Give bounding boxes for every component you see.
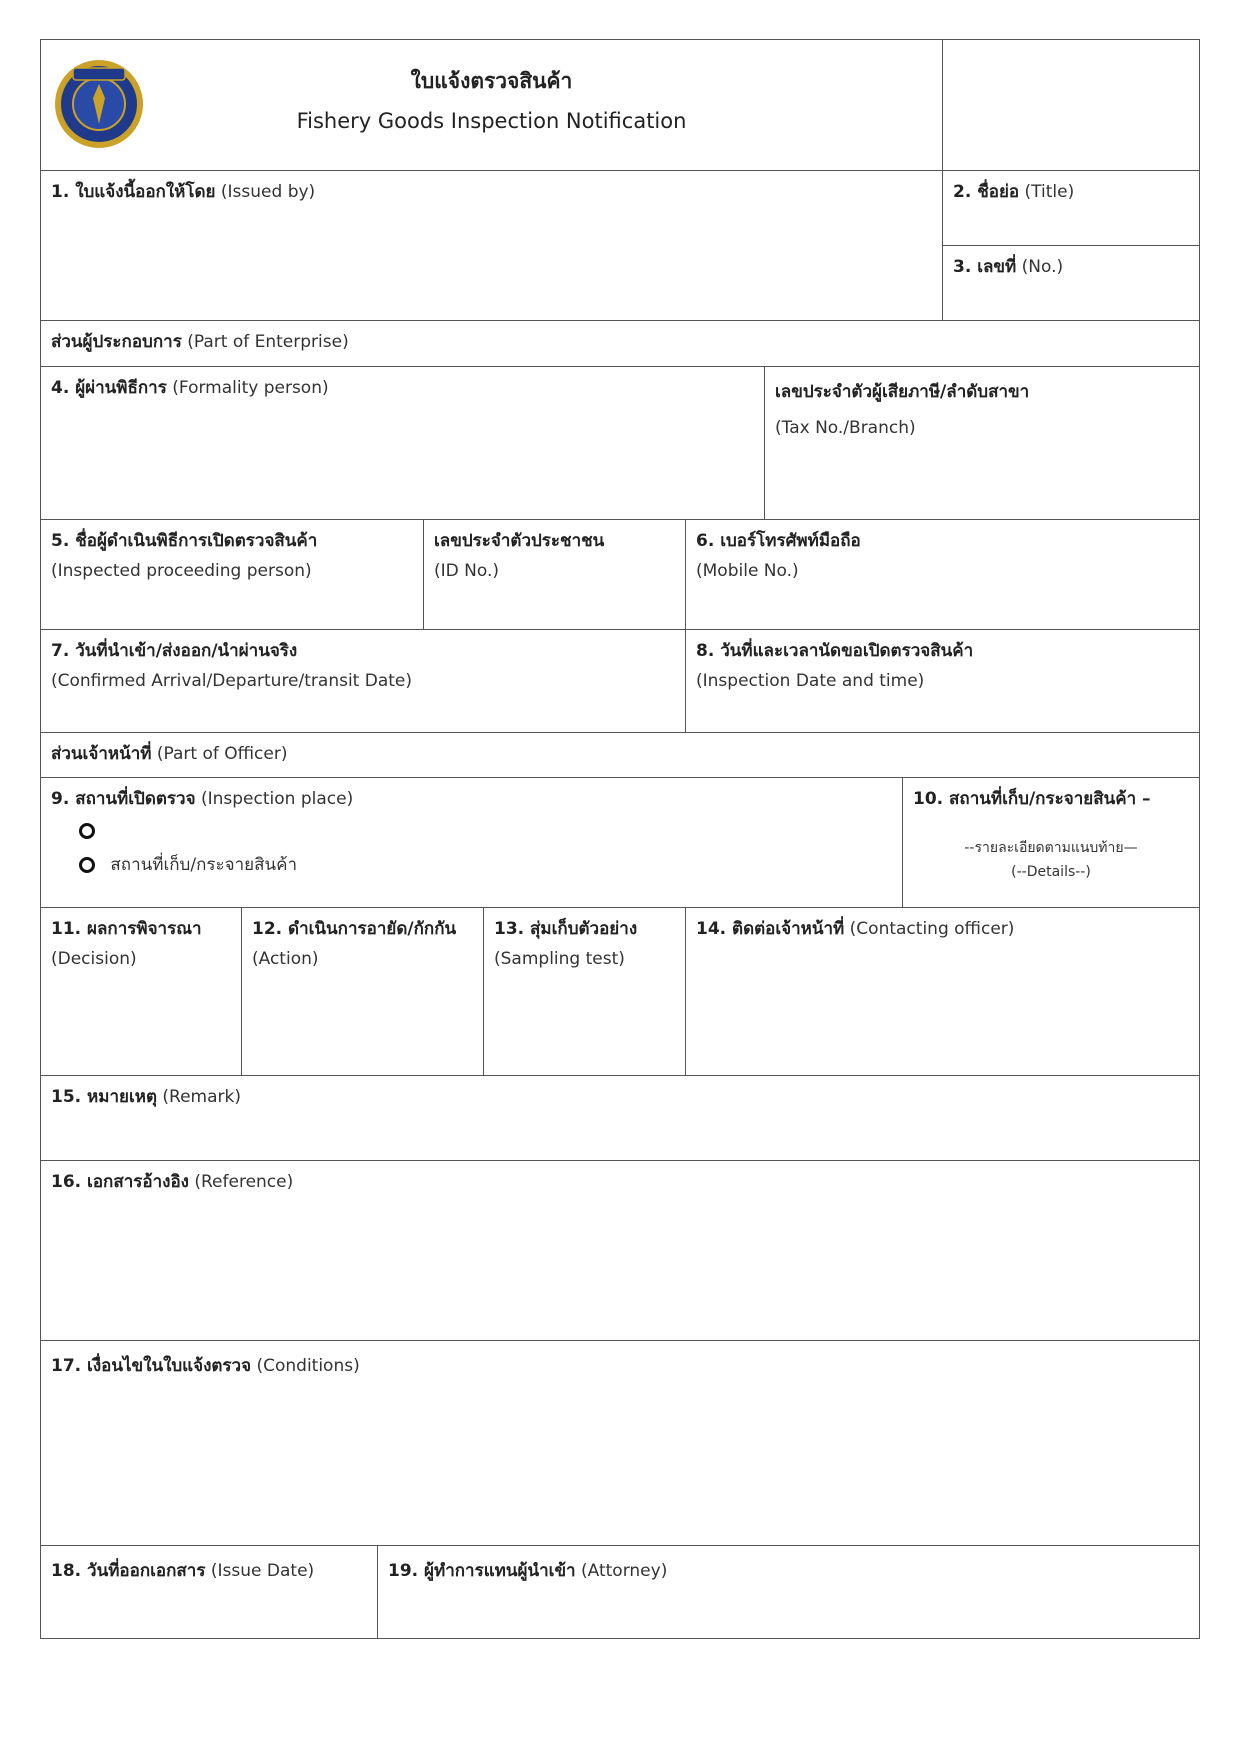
section-enterprise	[41, 321, 1199, 367]
inspected-person-label: 5. ชื่อผู้ดำเนินพิธีการเปิดตรวจสินค้า	[51, 531, 318, 551]
section-enterprise-label-en: (Part of Enterprise)	[187, 332, 349, 352]
inspected-person-field[interactable]	[41, 520, 424, 630]
header-right-blank	[943, 40, 1199, 171]
issued-by-field[interactable]	[41, 171, 943, 321]
contacting-officer-label: 14. ติดต่อเจ้าหน้าที่	[696, 919, 845, 939]
tax-number-field[interactable]	[765, 367, 1199, 520]
title-label: 2. ชื่อย่อ	[953, 182, 1020, 202]
attorney-label: 19. ผู้ทำการแทนผู้นำเข้า	[388, 1561, 576, 1581]
formality-person-field[interactable]	[41, 367, 765, 520]
title-field[interactable]	[943, 171, 1199, 246]
sampling-test-label: 13. สุ่มเก็บตัวอย่าง	[494, 919, 638, 939]
inspection-place-label-en: (Inspection place)	[200, 789, 354, 809]
formality-person-label-en: (Formality person)	[172, 378, 329, 398]
attorney-label-en: (Attorney)	[581, 1561, 668, 1581]
form-title-thai: ใบแจ้งตรวจสินค้า	[410, 69, 573, 93]
section-enterprise-label: ส่วนผู้ประกอบการ	[51, 332, 182, 352]
reference-label-en: (Reference)	[194, 1172, 294, 1192]
section-officer	[41, 733, 1199, 778]
tax-number-label: เลขประจำตัวผู้เสียภาษี/ลำดับสาขา	[775, 382, 1030, 402]
id-number-field[interactable]	[424, 520, 686, 630]
issued-by-label-en: (Issued by)	[220, 182, 316, 202]
inspected-person-label-en: (Inspected proceeding person)	[51, 561, 312, 582]
conditions-label: 17. เงื่อนไขในใบแจ้งตรวจ	[51, 1356, 252, 1376]
contacting-officer-label-en: (Contacting officer)	[849, 919, 1015, 939]
number-label: 3. เลขที่	[953, 257, 1017, 277]
inspection-date-field[interactable]	[686, 630, 1199, 733]
inspection-place-field	[41, 778, 903, 908]
inspection-date-label-en: (Inspection Date and time)	[696, 671, 925, 692]
inspection-place-radio-2[interactable]	[79, 857, 95, 873]
decision-field[interactable]	[41, 908, 242, 1076]
remark-label-en: (Remark)	[162, 1087, 242, 1107]
arrival-date-label-en: (Confirmed Arrival/Departure/transit Date)	[51, 671, 413, 692]
section-officer-label: ส่วนเจ้าหน้าที่	[51, 744, 152, 764]
storage-place-field	[903, 778, 1199, 908]
issue-date-label: 18. วันที่ออกเอกสาร	[51, 1561, 206, 1581]
inspection-place-label: 9. สถานที่เปิดตรวจ	[51, 789, 196, 809]
reference-field[interactable]	[41, 1161, 1199, 1341]
arrival-date-field[interactable]	[41, 630, 686, 733]
number-label-en: (No.)	[1021, 257, 1064, 277]
action-label-en: (Action)	[252, 949, 319, 970]
mobile-number-field[interactable]	[686, 520, 1199, 630]
decision-label-en: (Decision)	[51, 949, 137, 970]
contacting-officer-field[interactable]	[686, 908, 1199, 1076]
tax-number-label-en: (Tax No./Branch)	[775, 418, 916, 439]
arrival-date-label: 7. วันที่นำเข้า/ส่งออก/นำผ่านจริง	[51, 641, 298, 661]
conditions-label-en: (Conditions)	[256, 1356, 360, 1376]
conditions-field[interactable]	[41, 1341, 1199, 1546]
sampling-test-label-en: (Sampling test)	[494, 949, 625, 970]
storage-details-english: (--Details--)	[1011, 864, 1091, 880]
number-field[interactable]	[943, 246, 1199, 321]
form-title-english: Fishery Goods Inspection Notification	[296, 109, 687, 133]
inspection-place-option-2-label: สถานที่เก็บ/กระจายสินค้า	[110, 855, 298, 876]
inspection-date-label: 8. วันที่และเวลานัดขอเปิดตรวจสินค้า	[696, 641, 974, 661]
title-label-en: (Title)	[1024, 182, 1075, 202]
issued-by-label: 1. ใบแจ้งนี้ออกให้โดย	[51, 182, 216, 202]
sampling-test-field[interactable]	[484, 908, 686, 1076]
reference-label: 16. เอกสารอ้างอิง	[51, 1172, 189, 1192]
id-number-label: เลขประจำตัวประชาชน	[434, 531, 605, 551]
storage-details-thai: --รายละเอียดตามแนบท้าย—	[964, 840, 1138, 856]
section-officer-label-en: (Part of Officer)	[156, 744, 288, 764]
mobile-number-label: 6. เบอร์โทรศัพท์มือถือ	[696, 531, 861, 551]
formality-person-label: 4. ผู้ผ่านพิธีการ	[51, 378, 167, 398]
header-cell	[41, 40, 943, 171]
form-frame	[40, 39, 1200, 1639]
remark-label: 15. หมายเหตุ	[51, 1087, 158, 1107]
id-number-label-en: (ID No.)	[434, 561, 499, 582]
action-field[interactable]	[242, 908, 484, 1076]
mobile-number-label-en: (Mobile No.)	[696, 561, 799, 582]
inspection-place-radio-1[interactable]	[79, 823, 95, 839]
issue-date-label-en: (Issue Date)	[210, 1561, 315, 1581]
action-label: 12. ดำเนินการอายัด/กักกัน	[252, 919, 457, 939]
remark-field[interactable]	[41, 1076, 1199, 1161]
attorney-field[interactable]	[378, 1546, 1199, 1638]
decision-label: 11. ผลการพิจารณา	[51, 919, 202, 939]
storage-place-label: 10. สถานที่เก็บ/กระจายสินค้า –	[913, 789, 1151, 809]
issue-date-field[interactable]	[41, 1546, 378, 1638]
